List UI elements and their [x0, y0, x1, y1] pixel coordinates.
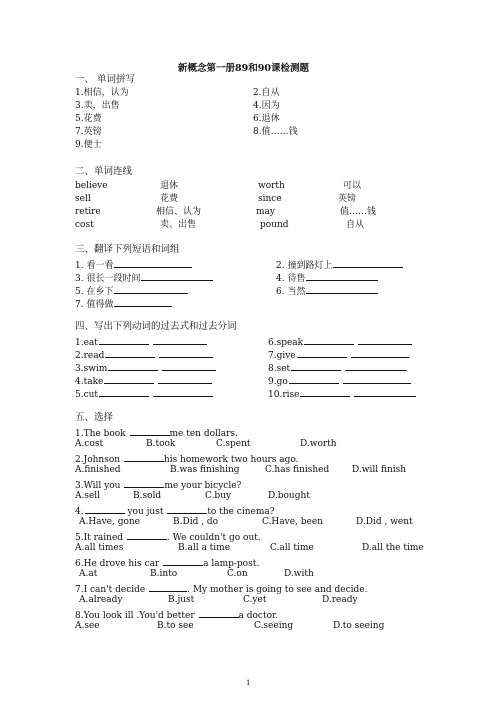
verb-text: 4.take	[75, 377, 104, 387]
verb-item	[75, 335, 207, 349]
past-tense-blank[interactable]	[105, 348, 155, 358]
verb-item	[268, 361, 407, 375]
option-a[interactable]: A.see	[75, 621, 100, 631]
option-d[interactable]: D.Did , went	[356, 517, 413, 527]
option-d[interactable]: D.with	[284, 569, 314, 579]
page-number: 1	[246, 679, 251, 687]
phrase-text: 5. 在乡下	[75, 287, 114, 297]
question-stem	[75, 556, 259, 570]
question-stem	[75, 608, 278, 622]
question-text: 2.Johnson	[75, 455, 123, 465]
option-a[interactable]: A.already	[79, 595, 123, 605]
question-text: you just	[124, 507, 167, 517]
verb-text: 5.cut	[75, 390, 99, 400]
question-text: me ten dollars.	[169, 429, 238, 439]
section-1-heading: 一、 单词拼写	[75, 74, 136, 85]
past-tense-blank[interactable]	[304, 335, 354, 345]
verb-text: 8.set	[268, 364, 291, 374]
question-text: a lamp-post.	[203, 559, 260, 569]
past-participle-blank[interactable]	[351, 348, 409, 358]
answer-blank[interactable]	[333, 258, 403, 268]
answer-blank[interactable]	[124, 478, 164, 488]
match-word: retire	[75, 207, 101, 217]
answer-blank[interactable]	[199, 608, 239, 618]
option-c[interactable]: C.has finished	[265, 465, 330, 475]
spelling-item: 8.值……钱	[253, 127, 298, 137]
past-tense-blank[interactable]	[99, 335, 149, 345]
phrase-text: 1. 看一看	[75, 261, 114, 271]
verb-text: 7.give	[268, 351, 296, 361]
spelling-item: 5.花费	[75, 114, 102, 124]
match-word: pound	[260, 220, 289, 230]
option-c[interactable]: C.Have, been	[262, 517, 323, 527]
option-b[interactable]: B.sold	[133, 491, 162, 501]
option-a[interactable]: A.finished	[75, 465, 121, 475]
section-4-heading: 四、写出下列动词的过去式和过去分词	[75, 321, 237, 332]
option-a[interactable]: A.cost	[75, 439, 104, 449]
question-text: 1.The book	[75, 429, 129, 439]
answer-blank[interactable]	[306, 271, 378, 281]
question-text: 4.	[75, 507, 84, 517]
section-2-heading: 二、单词连线	[75, 166, 133, 177]
option-a[interactable]: A.all times	[75, 543, 124, 553]
option-b[interactable]: B.took	[146, 439, 176, 449]
past-participle-blank[interactable]	[153, 387, 213, 397]
phrase-item	[75, 258, 192, 272]
past-tense-blank[interactable]	[289, 374, 339, 384]
option-b[interactable]: B.just	[168, 595, 195, 605]
phrase-text: 4. 待售	[276, 274, 306, 284]
question-stem	[75, 504, 275, 518]
match-word: 英镑	[338, 194, 357, 204]
spelling-item: 3.卖，出售	[75, 101, 120, 111]
answer-blank[interactable]	[127, 530, 167, 540]
verb-item	[268, 335, 412, 349]
option-d[interactable]: D.all the time	[362, 543, 424, 553]
option-a[interactable]: A.sell	[75, 491, 101, 501]
match-word: since	[258, 194, 282, 204]
option-d[interactable]: D.worth	[300, 439, 337, 449]
past-participle-blank[interactable]	[358, 335, 412, 345]
question-text: 6.He drove his car	[75, 559, 163, 569]
option-a[interactable]: A.at	[79, 569, 98, 579]
question-text: 8.You look ill .You'd better	[75, 611, 198, 621]
verb-item	[268, 374, 411, 388]
section-3-heading: 三、翻译下列短语和词组	[75, 244, 180, 255]
question-stem	[75, 530, 261, 544]
option-b[interactable]: B.into	[150, 569, 178, 579]
answer-blank[interactable]	[114, 297, 172, 307]
question-text: 5.It rained	[75, 533, 126, 543]
option-d[interactable]: D.will finish	[352, 465, 407, 475]
match-word: may	[256, 207, 275, 217]
verb-text: 1.eat	[75, 338, 98, 348]
verb-text: 10.rise	[268, 390, 300, 400]
option-c[interactable]: C.on	[227, 569, 248, 579]
verb-item	[268, 348, 409, 362]
option-d[interactable]: D.bought	[268, 491, 310, 501]
option-c[interactable]: C.seeing	[254, 621, 294, 631]
question-stem	[75, 452, 299, 466]
match-word: 退休	[160, 181, 179, 191]
answer-blank[interactable]	[149, 582, 187, 592]
option-b[interactable]: B.was finishing	[170, 465, 240, 475]
past-tense-blank[interactable]	[108, 361, 158, 371]
verb-item	[75, 387, 213, 401]
question-text: to the cinema?	[207, 507, 275, 517]
phrase-item	[75, 284, 188, 298]
past-tense-blank[interactable]	[297, 348, 347, 358]
match-word: 可以	[343, 181, 362, 191]
page-title: 新概念第一册89和90课检测题	[178, 63, 309, 74]
option-c[interactable]: C.yet	[243, 595, 267, 605]
match-word: believe	[75, 181, 108, 191]
match-word: cost	[75, 220, 94, 230]
question-text: his homework two hours ago.	[163, 455, 299, 465]
match-word: sell	[75, 194, 91, 204]
answer-blank[interactable]	[306, 284, 378, 294]
past-participle-blank[interactable]	[354, 387, 416, 397]
past-participle-blank[interactable]	[159, 348, 213, 358]
verb-text: 2.read	[75, 351, 105, 361]
option-b[interactable]: B.all a time	[178, 543, 231, 553]
verb-item	[75, 348, 213, 362]
question-text: . My mother is going to see and decide.	[187, 585, 368, 595]
past-participle-blank[interactable]	[158, 374, 212, 384]
spelling-item: 2.自从	[253, 88, 280, 98]
spelling-item: 9.便士	[75, 140, 102, 150]
phrase-item	[276, 271, 378, 285]
spelling-item: 1.相信，认为	[75, 88, 129, 98]
past-tense-blank[interactable]	[300, 387, 350, 397]
phrase-text: 3. 很长一段时间	[75, 274, 141, 284]
verb-item	[75, 361, 216, 375]
spelling-item: 4.因为	[253, 101, 280, 111]
answer-blank[interactable]	[114, 258, 192, 268]
phrase-text: 6. 当然	[276, 287, 306, 297]
past-participle-blank[interactable]	[343, 374, 411, 384]
question-text: . We couldn't go out.	[166, 533, 261, 543]
option-a[interactable]: A.Have, gone	[79, 517, 141, 527]
past-tense-blank[interactable]	[99, 387, 149, 397]
question-stem	[75, 478, 241, 492]
answer-blank[interactable]	[114, 284, 188, 294]
section-5-heading: 五、选择	[75, 412, 114, 423]
verb-item	[75, 374, 212, 388]
option-b[interactable]: B.Did , do	[173, 517, 219, 527]
past-participle-blank[interactable]	[345, 361, 407, 371]
past-tense-blank[interactable]	[104, 374, 154, 384]
match-word: 花费	[160, 194, 179, 204]
past-participle-blank[interactable]	[153, 335, 207, 345]
option-d[interactable]: D.ready	[322, 595, 358, 605]
option-d[interactable]: D.to seeing	[333, 621, 385, 631]
phrase-item	[276, 258, 403, 272]
answer-blank[interactable]	[163, 556, 203, 566]
past-tense-blank[interactable]	[291, 361, 341, 371]
match-word: 值……钱	[340, 207, 377, 217]
answer-blank[interactable]	[130, 426, 170, 436]
option-c[interactable]: C.spent	[216, 439, 251, 449]
verb-item	[268, 387, 416, 401]
spelling-item: 6.退休	[253, 114, 280, 124]
spelling-item: 7.英镑	[75, 127, 102, 137]
option-c[interactable]: C.all time	[270, 543, 314, 553]
match-word: worth	[258, 181, 285, 191]
phrase-text: 7. 值得做	[75, 300, 114, 310]
option-b[interactable]: B.to see	[157, 621, 194, 631]
answer-blank[interactable]	[124, 452, 164, 462]
question-stem	[75, 582, 367, 596]
match-word: 自从	[346, 220, 365, 230]
phrase-item	[75, 271, 213, 285]
question-text: 7.I can't decide	[75, 585, 149, 595]
past-participle-blank[interactable]	[162, 361, 216, 371]
answer-blank[interactable]	[167, 504, 207, 514]
phrase-item	[75, 297, 172, 311]
match-word: 卖、出售	[160, 220, 197, 230]
answer-blank[interactable]	[85, 504, 125, 514]
phrase-item	[276, 284, 378, 298]
question-text: 3.Will you	[75, 481, 124, 491]
verb-text: 6.speak	[268, 338, 304, 348]
verb-text: 3.swim	[75, 364, 108, 374]
question-text: me your bicycle?	[164, 481, 242, 491]
answer-blank[interactable]	[141, 271, 213, 281]
match-word: 相信、认为	[156, 207, 202, 217]
question-stem	[75, 426, 238, 440]
phrase-text: 2. 撞到路灯上	[276, 261, 333, 271]
option-c[interactable]: C.buy	[205, 491, 232, 501]
question-text: a doctor.	[238, 611, 279, 621]
verb-text: 9.go	[268, 377, 288, 387]
